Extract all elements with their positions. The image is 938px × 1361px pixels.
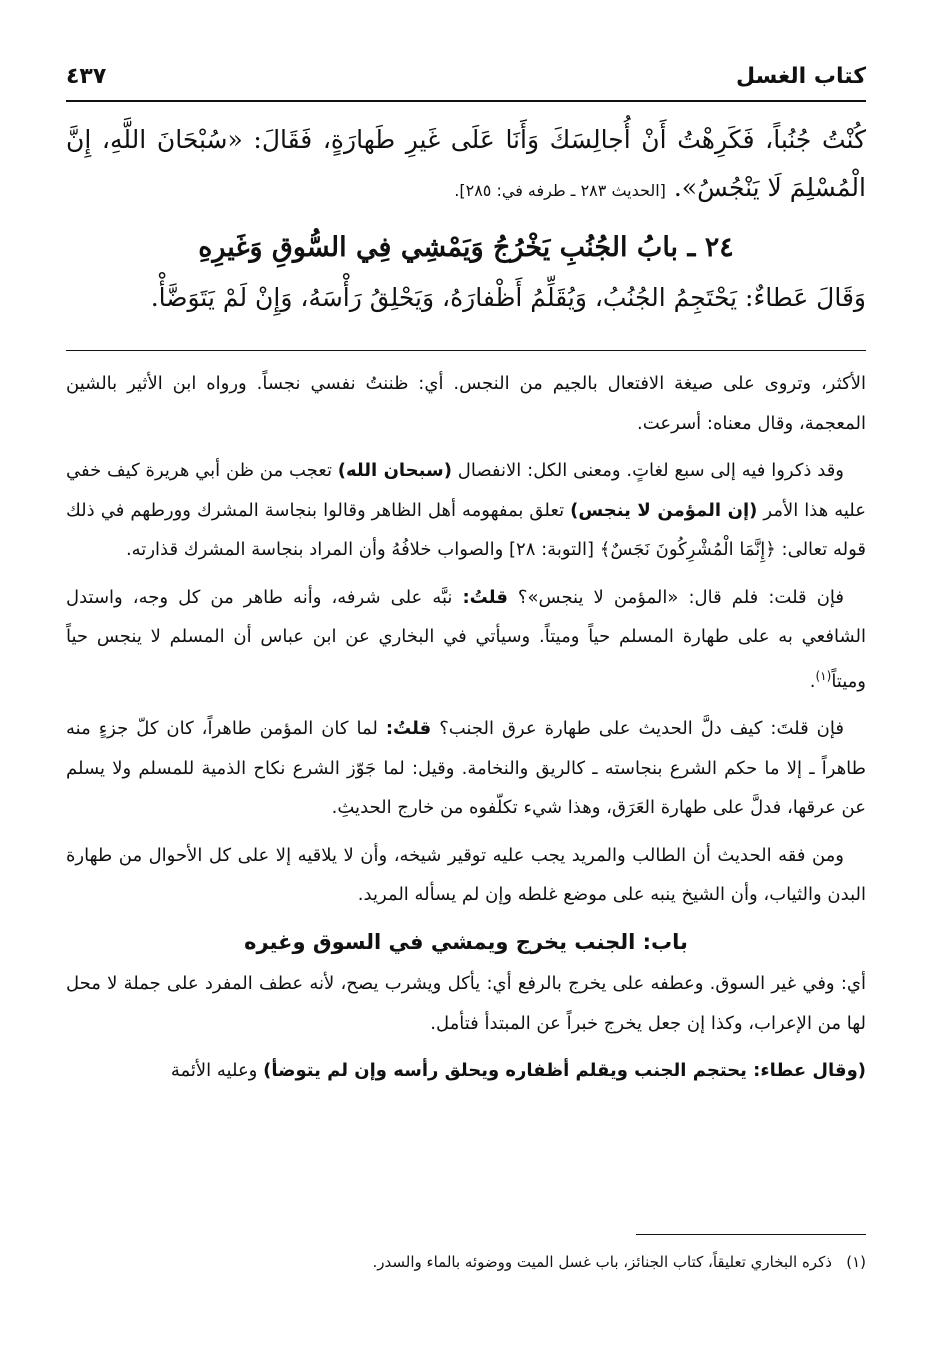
commentary-block bbox=[66, 364, 866, 1099]
bold-quote: (إن المؤمن لا ينجس) bbox=[570, 499, 758, 521]
commentary-paragraph-6: أي: وفي غير السوق. وعطفه على يخرج بالرفع أي: يأكل ويشرب يصح، لأنه عطف المفرد على جملة لا محل لها من الإعراب، وكذا إن جعل يخرج خبراً عن المبتدأ فتأمل. bbox=[66, 973, 866, 1034]
text-run: وقد ذكروا فيه إلى سبع لغاتٍ. ومعنى الكل: الانفصال bbox=[451, 460, 844, 481]
commentary-paragraph-4 bbox=[66, 709, 866, 828]
footnote-number: (١) bbox=[846, 1253, 866, 1271]
text-run: نبَّه على شرفه، وأنه طاهر من كل وجه، واستدل الشافعي به على طهارة المسلم حياً وميتاً. وسيأتي في البخاري عن ابن عباس أن المسلم لا ينجس حياً وميتاً bbox=[66, 586, 866, 692]
footnote-marker: (١) bbox=[815, 668, 832, 683]
footnote bbox=[66, 1248, 866, 1276]
hadith-reference: [الحديث ٢٨٣ ـ طرفه في: ٢٨٥]. bbox=[454, 181, 666, 200]
text-run: لما كان المؤمن طاهراً، كان كلّ جزءٍ منه طاهراً ـ إلا ما حكم الشرع بنجاسته ـ كالريق والنخامة. وقيل: لما جَوّز الشرع نكاح الذمية للمسلم ولا يسلم عن عرقها، فدلَّ على طهارة العَرَق، وهذا شيء تكلّفوه من خارج الحديثِ. bbox=[66, 718, 866, 818]
commentary-paragraph-5: ومن فقه الحديث أن الطالب والمريد يجب عليه توقير شيخه، وأن لا يلاقيه إلا على كل الأحوال من طهارة البدن والثياب، وأن الشيخ ينبه على موضع غلطه وإن لم يسأله المريد. bbox=[66, 844, 866, 905]
bold-quote: (سبحان الله) bbox=[337, 460, 452, 481]
text-run: فإن قلت: فلم قال: «المؤمن لا ينجس»؟ bbox=[507, 586, 845, 608]
text-run: تعلق بمفهومه أهل الظاهر وقالوا بنجاسة المشرك وورطهم في ذلك قوله تعالى: ﴿إِنَّمَا الْمُشْرِكُونَ نَجَسٌ﴾ [التوبة: ٢٨] والصواب خلافُهُ وأن المراد بنجاسة المشرك قذارته. bbox=[66, 499, 866, 560]
page-header bbox=[66, 56, 866, 96]
sub-heading: باب: الجنب يخرج ويمشي في السوق وغيره bbox=[244, 929, 688, 954]
footnote-text: ذكره البخاري تعليقاً، كتاب الجنائز، باب غسل الميت ووضوئه بالماء والسدر. bbox=[372, 1253, 832, 1271]
section-divider bbox=[66, 350, 866, 351]
hadith-text-block bbox=[66, 116, 866, 215]
book-title: كتاب الغسل bbox=[735, 63, 866, 89]
hadith-text: كُنْتُ جُنُباً، فَكَرِهْتُ أَنْ أُجالِسَكَ وَأَنَا عَلَى غَيرِ طَهارَةٍ، فَقَالَ: «سُبْحَانَ اللَّهِ، إِنَّ الْمُسْلِمَ لَا يَنْجُسُ». bbox=[66, 125, 866, 202]
bold-quote: قلتُ: bbox=[462, 586, 508, 608]
bold-quote: قلتُ: bbox=[385, 718, 432, 739]
page-number: ٤٣٧ bbox=[66, 63, 107, 89]
commentary-paragraph-3 bbox=[66, 578, 866, 702]
text-run: وعليه الأئمة bbox=[170, 1060, 264, 1081]
commentary-paragraph-2 bbox=[66, 451, 866, 570]
commentary-paragraph-1: الأكثر، وتروى على صيغة الافتعال بالجيم من النجس. أي: ظننتُ نفسي نجساً. ورواه ابن الأثير بالشين المعجمة، وقال معناه: أسرعت. bbox=[66, 373, 866, 434]
text-run: . bbox=[809, 670, 816, 692]
header-divider bbox=[66, 100, 866, 102]
text-run: فإن قلتَ: كيف دلَّ الحديث على طهارة عرق الجنب؟ bbox=[431, 718, 844, 739]
footnote-divider bbox=[636, 1234, 866, 1235]
ata-narration: وَقَالَ عَطاءٌ: يَحْتَجِمُ الجُنُبُ، وَيُقَلِّمُ أَظْفارَهُ، وَيَحْلِقُ رَأْسَهُ، وَإِنْ لَمْ يَتَوَضَّأْ. bbox=[150, 283, 866, 312]
chapter-title: ٢٤ ـ بابُ الجُنُبِ يَخْرُجُ وَيَمْشِي فِي السُّوقِ وَغَيرِهِ bbox=[198, 232, 734, 263]
bold-quote: (وقال عطاء: يحتجم الجنب ويقلم أظفاره ويحلق رأسه وإن لم يتوضأ) bbox=[263, 1060, 866, 1081]
text-run: تعجب من ظن أبي هريرة كيف خفي عليه هذا الأمر bbox=[66, 460, 866, 521]
commentary-paragraph-7 bbox=[66, 1051, 866, 1091]
